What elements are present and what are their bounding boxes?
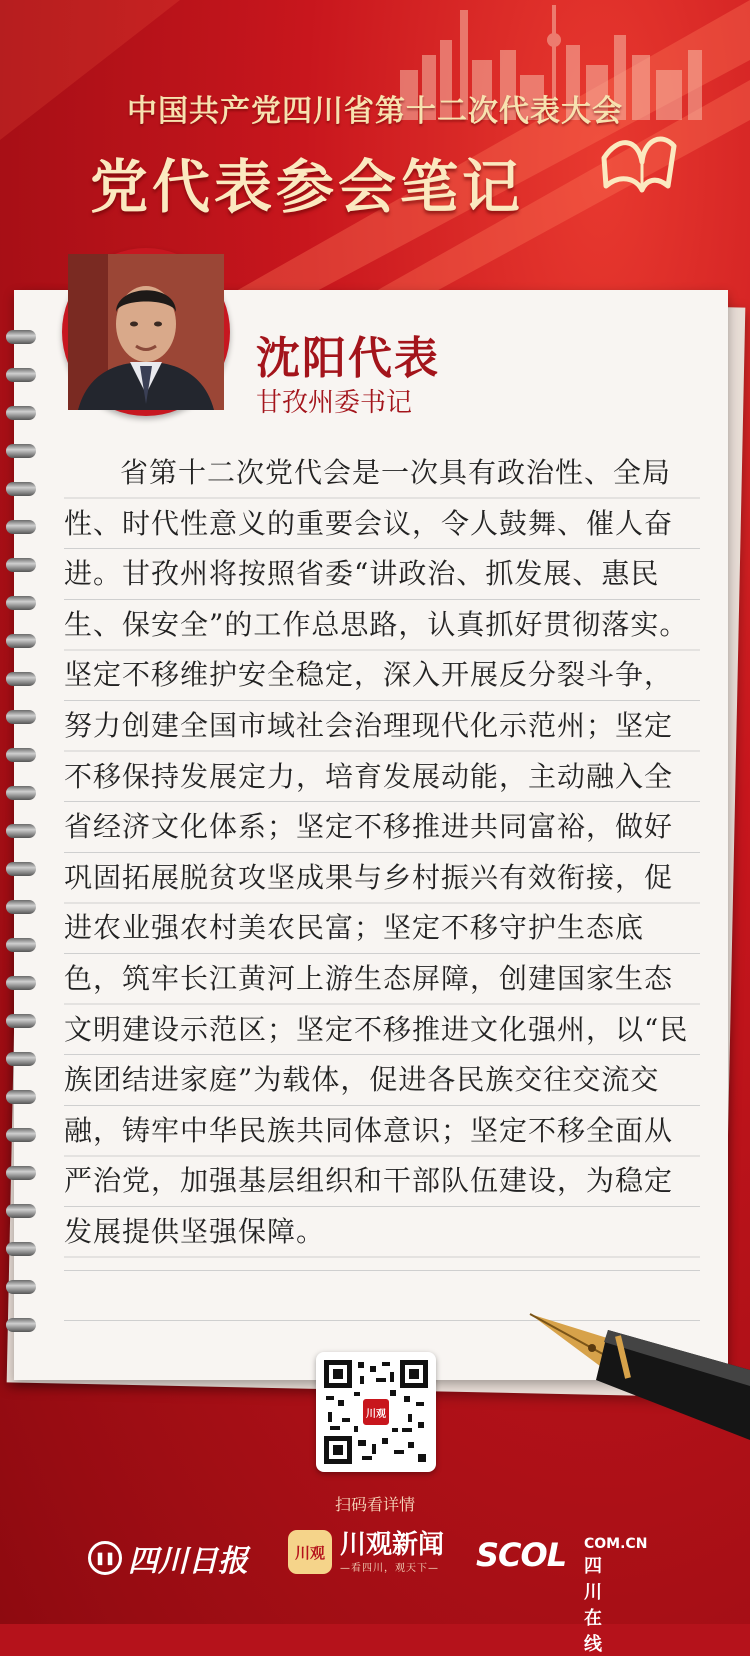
spiral-ring	[6, 900, 36, 914]
qr-caption: 扫码看详情	[334, 1495, 415, 1514]
sichuan-daily-mark-icon: ❚❚	[88, 1541, 122, 1575]
spiral-ring	[6, 368, 36, 382]
spiral-ring	[6, 1052, 36, 1066]
qr-center-logo: 川观	[361, 1397, 391, 1427]
avatar	[68, 254, 224, 410]
spiral-ring	[6, 862, 36, 876]
delegate-position: 甘孜州委书记	[256, 388, 413, 418]
spiral-ring	[6, 634, 36, 648]
spiral-ring	[6, 938, 36, 952]
spiral-ring	[6, 824, 36, 838]
scol-wordmark: SCOL	[476, 1536, 567, 1574]
chuanguan-label: 川观新闻	[340, 1529, 445, 1560]
spiral-ring	[6, 1204, 36, 1218]
spiral-ring	[6, 1318, 36, 1332]
scol-logo	[476, 1536, 648, 1655]
page-title: 党代表参会笔记	[90, 153, 525, 221]
sichuan-daily-logo	[88, 1536, 248, 1580]
spiral-ring	[6, 672, 36, 686]
chuanguan-news-logo	[288, 1530, 444, 1574]
spiral-ring	[6, 1128, 36, 1142]
chuanguan-badge: 川观	[288, 1530, 332, 1574]
article-body: 省第十二次党代会是一次具有政治性、全局性、时代性意义的重要会议，令人鼓舞、催人奋进。甘孜州将按照省委“讲政治、抓发展、惠民生、保安全”的工作总思路，认真抓好贯彻落实。坚定不移维护安全稳定，深入开展反分裂斗争，努力创建全国市域社会治理现代化示范州；坚定不移保持发展定力，培育发展动能，主动融入全省经济文化体系；坚定不移推进共同富裕，做好巩固拓展脱贫攻坚成果与乡村振兴有效衔接，促进农业强农村美农民富；坚定不移守护生态底色，筑牢长江黄河上游生态屏障，创建国家生态文明建设示范区；坚定不移推进文化强州，以“民族团结进家庭”为载体，促进各民族交往交流交融，铸牢中华民族共同体意识；坚定不移全面从严治党，加强基层组织和干部队伍建设，为稳定发展提供坚强保障。	[64, 448, 700, 1258]
spiral-ring	[6, 1242, 36, 1256]
footer-logos	[0, 1528, 750, 1655]
scol-domain: COM.CN	[584, 1536, 648, 1552]
fountain-pen-illustration	[500, 1290, 750, 1460]
spiral-ring	[6, 406, 36, 420]
spiral-ring	[6, 330, 36, 344]
congress-subtitle: 中国共产党四川省第十二次代表大会	[127, 94, 623, 129]
sichuan-daily-label: 四川日报	[128, 1544, 248, 1579]
spiral-ring	[6, 976, 36, 990]
spiral-ring	[6, 786, 36, 800]
spiral-ring	[6, 520, 36, 534]
spiral-ring	[6, 1014, 36, 1028]
qr-code[interactable]	[316, 1352, 436, 1472]
ruled-line	[64, 1270, 700, 1271]
delegate-name: 沈阳代表	[256, 333, 440, 384]
spiral-ring	[6, 482, 36, 496]
scol-cn-label: 四川在线	[584, 1556, 602, 1655]
portrait-illustration	[68, 254, 224, 410]
spiral-ring	[6, 1280, 36, 1294]
spiral-ring	[6, 596, 36, 610]
chuanguan-slogan: —看四川，观天下—	[340, 1562, 439, 1574]
book-icon	[598, 128, 678, 196]
delegate-avatar-frame	[62, 248, 230, 416]
spiral-ring	[6, 444, 36, 458]
spiral-ring	[6, 710, 36, 724]
spiral-ring	[6, 1090, 36, 1104]
spiral-ring	[6, 1166, 36, 1180]
spiral-ring	[6, 748, 36, 762]
spiral-ring	[6, 558, 36, 572]
